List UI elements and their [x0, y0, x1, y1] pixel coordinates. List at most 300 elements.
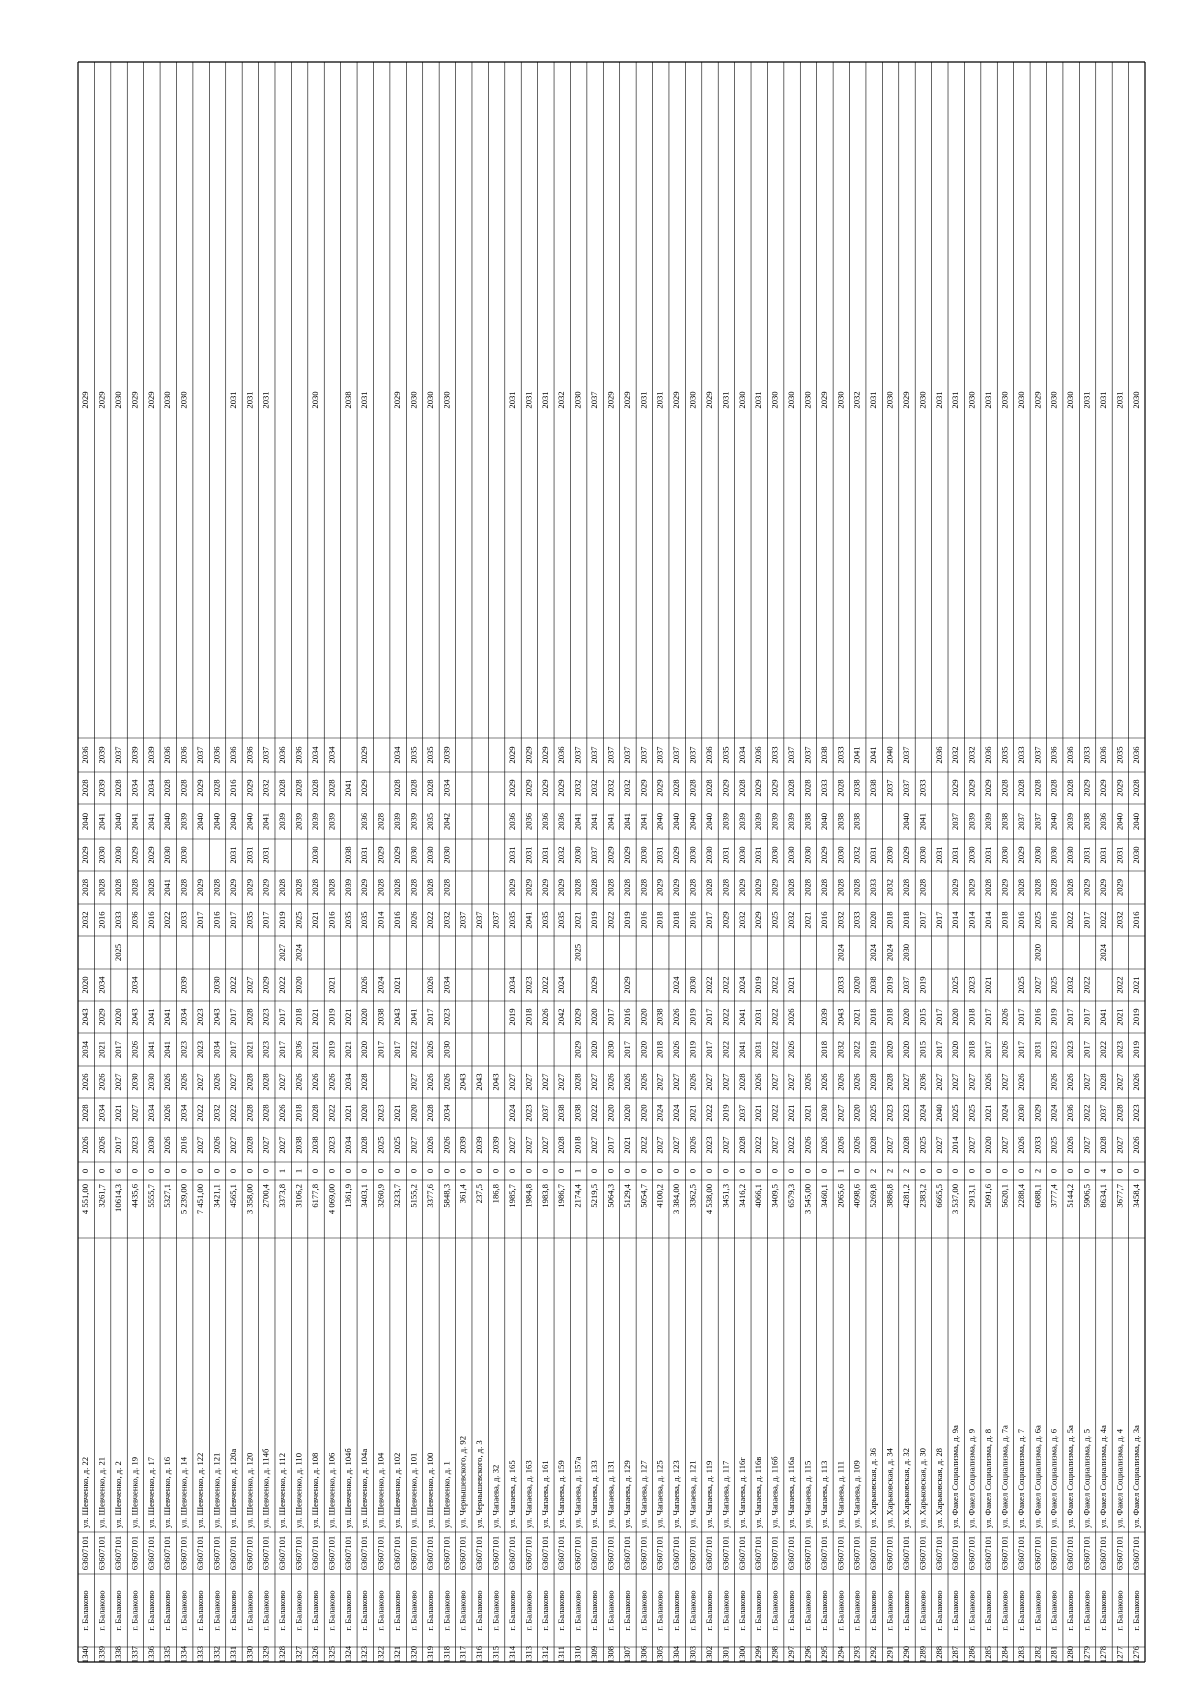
cell-value-count: 0 — [933, 1168, 944, 1174]
cell-row-number: 1330 — [244, 1645, 255, 1664]
cell-year-1: 2025 — [392, 1136, 403, 1154]
cell-year-12: 2028 — [703, 779, 714, 797]
cell-year-10: 2030 — [802, 846, 813, 864]
cell-year-13: 2036 — [933, 746, 944, 764]
cell-year-13: 2036 — [178, 746, 189, 764]
cell-area: 3460,1 — [818, 1184, 829, 1208]
cell-locality: г. Балаково — [1015, 1590, 1026, 1631]
cell-year-11: 2041 — [572, 812, 583, 831]
cell-address: ул. Харьковская, д. 30 — [917, 1448, 928, 1528]
cell-year-9: 2028 — [589, 878, 600, 897]
cell-year-3: 2026 — [835, 1073, 846, 1091]
cell-address: ул. Чапаева, д. 133 — [589, 1460, 600, 1528]
cell-year-12: 2038 — [868, 779, 879, 797]
cell-row-number: 1319 — [424, 1645, 435, 1664]
cell-year-5: 2017 — [1015, 1008, 1026, 1026]
cell-year-10: 2031 — [933, 846, 944, 864]
cell-row-number: 1320 — [408, 1645, 419, 1664]
cell-year-14: 2031 — [950, 391, 961, 409]
cell-locality: г. Балаково — [1097, 1590, 1108, 1631]
cell-year-8: 2018 — [900, 911, 911, 929]
cell-row-number: 1337 — [129, 1645, 140, 1664]
cell-year-1: 2023 — [129, 1136, 140, 1154]
cell-year-2: 2024 — [654, 1104, 665, 1122]
cell-year-4: 2017 — [375, 1040, 386, 1059]
cell-locality: г. Балаково — [424, 1590, 435, 1631]
cell-year-6: 2034 — [441, 976, 452, 994]
cell-address: ул. Чапаева, д. 116а — [786, 1456, 797, 1529]
cell-year-12: 2029 — [950, 779, 961, 797]
cell-year-5: 2018 — [523, 1008, 534, 1026]
cell-year-11: 2038 — [999, 812, 1010, 831]
cell-locality: г. Балаково — [900, 1590, 911, 1631]
cell-year-5: 2017 — [277, 1008, 288, 1026]
cell-year-4: 2021 — [342, 1040, 353, 1059]
cell-year-11: 2039 — [309, 812, 320, 831]
cell-row-number: 1338 — [113, 1645, 124, 1664]
cell-year-4: 2026 — [786, 1040, 797, 1059]
cell-year-11: 2039 — [753, 812, 764, 831]
cell-year-13: 2035 — [408, 746, 419, 764]
cell-year-14: 2031 — [638, 391, 649, 409]
cell-area: 2174,4 — [572, 1184, 583, 1208]
cell-value-count: 1 — [835, 1168, 846, 1174]
cell-year-9: 2033 — [868, 878, 879, 897]
cell-locality: г. Балаково — [490, 1590, 501, 1631]
cell-year-8: 2016 — [818, 911, 829, 929]
cell-locality: г. Балаково — [375, 1590, 386, 1631]
cell-year-3: 2026 — [80, 1073, 91, 1091]
cell-oktmo-code: 63607101 — [474, 1535, 485, 1571]
cell-oktmo-code: 63607101 — [720, 1535, 731, 1571]
cell-year-4: 2026 — [129, 1040, 140, 1059]
cell-year-13: 2036 — [556, 746, 567, 764]
cell-address: ул. Чапаева, д. 125 — [654, 1460, 665, 1529]
cell-locality: г. Балаково — [1065, 1590, 1076, 1631]
cell-year-5: 2019 — [506, 1008, 517, 1026]
cell-oktmo-code: 63607101 — [293, 1535, 304, 1571]
cell-area: 4435,6 — [129, 1183, 140, 1208]
cell-locality: г. Балаково — [539, 1590, 550, 1631]
cell-oktmo-code: 63607101 — [506, 1535, 517, 1571]
cell-year-5: 2022 — [720, 1008, 731, 1026]
cell-year-1: 2027 — [195, 1136, 206, 1154]
cell-year-14: 2030 — [687, 391, 698, 409]
cell-address: ул. Шевченко, д. 104б — [342, 1448, 353, 1528]
cell-row-number: 1314 — [506, 1645, 517, 1664]
cell-oktmo-code: 63607101 — [178, 1535, 189, 1571]
cell-year-8: 2029 — [720, 911, 731, 929]
cell-year-5: 2026 — [671, 1008, 682, 1026]
cell-area: 4 069,00 — [326, 1184, 337, 1215]
cell-year-10: 2029 — [818, 846, 829, 864]
cell-year-9: 2029 — [556, 878, 567, 897]
cell-year-5: 2023 — [441, 1008, 452, 1026]
cell-area: 5555,7 — [145, 1184, 156, 1208]
cell-oktmo-code: 63607101 — [523, 1535, 534, 1571]
cell-year-2: 2023 — [523, 1104, 534, 1122]
cell-year-2: 2020 — [621, 1104, 632, 1122]
cell-value-count: 0 — [227, 1168, 238, 1174]
cell-year-3: 2026 — [96, 1073, 107, 1091]
cell-value-count: 0 — [621, 1168, 632, 1174]
cell-year-12: 2028 — [424, 779, 435, 797]
cell-year-8: 2016 — [638, 911, 649, 929]
cell-area: 3403,1 — [359, 1184, 370, 1208]
cell-area: 5054,7 — [638, 1183, 649, 1208]
cell-value-count: 0 — [999, 1168, 1010, 1174]
cell-year-10: 2031 — [983, 846, 994, 864]
cell-year-1: 2038 — [309, 1136, 320, 1154]
cell-year-10: 2030 — [638, 846, 649, 864]
cell-year-10: 2031 — [506, 846, 517, 864]
cell-value-count: 0 — [474, 1168, 485, 1174]
cell-year-13: 2036 — [244, 746, 255, 764]
cell-address: ул. Чапаева, д. 116г — [736, 1457, 747, 1528]
cell-year-1: 2028 — [868, 1136, 879, 1154]
cell-locality: г. Балаково — [621, 1590, 632, 1631]
cell-year-14: 2031 — [359, 391, 370, 409]
cell-year-13: 2036 — [1048, 746, 1059, 764]
cell-year-10: 2029 — [129, 846, 140, 864]
cell-year-4: 2030 — [441, 1040, 452, 1059]
cell-year-6: 2024 — [736, 976, 747, 994]
cell-value-count: 0 — [441, 1168, 452, 1174]
cell-year-2: 2021 — [687, 1104, 698, 1122]
cell-year-13: 2034 — [392, 746, 403, 764]
cell-year-10: 2030 — [1032, 846, 1043, 864]
cell-year-3: 2027 — [720, 1073, 731, 1091]
cell-address: ул. Шевченко, д. 100 — [424, 1452, 435, 1528]
cell-year-8: 2018 — [884, 911, 895, 929]
cell-year-3: 2030 — [129, 1073, 140, 1091]
cell-year-6: 2022 — [227, 976, 238, 994]
cell-row-number: 1296 — [802, 1645, 813, 1664]
cell-year-3: 2027 — [966, 1073, 977, 1091]
cell-oktmo-code: 63607101 — [769, 1535, 780, 1571]
cell-area: 3106,2 — [293, 1184, 304, 1208]
cell-year-5: 2034 — [178, 1008, 189, 1026]
cell-year-4: 2023 — [195, 1040, 206, 1059]
cell-year-3: 2034 — [342, 1073, 353, 1091]
cell-year-8: 2018 — [671, 911, 682, 929]
cell-year-6: 2026 — [424, 976, 435, 994]
cell-row-number: 1334 — [178, 1645, 189, 1664]
cell-year-14: 2038 — [342, 391, 353, 409]
cell-year-1: 2028 — [900, 1136, 911, 1154]
cell-year-3: 2030 — [145, 1073, 156, 1091]
cell-year-12: 2037 — [900, 779, 911, 797]
cell-year-1: 2026 — [441, 1136, 452, 1154]
cell-year-2: 2022 — [227, 1104, 238, 1122]
cell-year-8: 2035 — [556, 911, 567, 929]
cell-year-10: 2038 — [342, 846, 353, 864]
cell-oktmo-code: 63607101 — [1081, 1535, 1092, 1571]
cell-year-14: 2031 — [654, 391, 665, 409]
cell-year-9: 2028 — [277, 878, 288, 897]
cell-year-12: 2029 — [1114, 779, 1125, 797]
cell-year-13: 2033 — [835, 746, 846, 764]
cell-year-8: 2016 — [687, 911, 698, 929]
cell-row-number: 1280 — [1065, 1645, 1076, 1664]
cell-year-14: 2031 — [753, 391, 764, 409]
cell-address: ул. Факел Социализма, д. 8 — [983, 1428, 994, 1528]
cell-year-5: 2041 — [1097, 1008, 1108, 1026]
cell-year-6: 2021 — [326, 976, 337, 994]
cell-year-11: 2036 — [556, 812, 567, 831]
cell-oktmo-code: 63607101 — [342, 1535, 353, 1571]
cell-year-1: 2026 — [835, 1136, 846, 1154]
cell-value-count: 0 — [162, 1168, 173, 1174]
cell-year-12: 2028 — [309, 779, 320, 797]
cell-value-count: 0 — [211, 1168, 222, 1174]
cell-year-11: 2041 — [638, 812, 649, 831]
cell-year-1: 2026 — [1065, 1136, 1076, 1154]
cell-year-6: 2030 — [211, 976, 222, 994]
cell-year-6: 2027 — [1032, 976, 1043, 994]
cell-year-11: 2036 — [359, 812, 370, 831]
cell-year-2: 2026 — [277, 1104, 288, 1122]
cell-year-7: 2020 — [1032, 943, 1043, 962]
cell-oktmo-code: 63607101 — [80, 1535, 91, 1571]
cell-address: ул. Факел Социализма, д. 6а — [1032, 1425, 1043, 1528]
cell-year-5: 2017 — [227, 1008, 238, 1026]
cell-year-1: 2027 — [884, 1136, 895, 1154]
cell-year-5: 2017 — [1081, 1008, 1092, 1026]
cell-area: 3777,4 — [1048, 1184, 1059, 1208]
cell-year-4: 2023 — [178, 1040, 189, 1059]
cell-year-8: 2018 — [654, 911, 665, 929]
cell-row-number: 1301 — [720, 1645, 731, 1664]
cell-year-11: 2041 — [129, 812, 140, 831]
cell-row-number: 1317 — [457, 1645, 468, 1664]
cell-year-9: 2028 — [638, 878, 649, 897]
cell-year-4: 2026 — [424, 1040, 435, 1059]
cell-year-5: 2020 — [113, 1008, 124, 1026]
cell-year-2: 2028 — [80, 1104, 91, 1122]
cell-year-2: 2024 — [506, 1104, 517, 1122]
cell-year-4: 2030 — [605, 1040, 616, 1059]
cell-year-11: 2040 — [654, 812, 665, 831]
cell-year-3: 2028 — [868, 1073, 879, 1091]
cell-year-14: 2030 — [178, 391, 189, 409]
cell-year-2: 2027 — [835, 1104, 846, 1122]
cell-year-3: 2027 — [654, 1073, 665, 1091]
cell-year-3: 2036 — [917, 1073, 928, 1091]
cell-year-1: 2022 — [786, 1136, 797, 1154]
cell-year-14: 2032 — [556, 391, 567, 409]
cell-year-3: 2026 — [621, 1073, 632, 1091]
cell-year-2: 2020 — [359, 1104, 370, 1122]
cell-oktmo-code: 63607101 — [1048, 1535, 1059, 1571]
cell-year-6: 2026 — [359, 976, 370, 994]
cell-year-8: 2016 — [1015, 911, 1026, 929]
cell-address: ул. Факел Социализма, д. 9 — [966, 1428, 977, 1529]
cell-year-12: 2016 — [227, 779, 238, 797]
cell-year-9: 2028 — [392, 878, 403, 897]
cell-year-14: 2031 — [260, 391, 271, 409]
cell-year-13: 2041 — [868, 746, 879, 764]
cell-locality: г. Балаково — [818, 1590, 829, 1631]
cell-area: 5269,8 — [868, 1184, 879, 1208]
cell-year-12: 2033 — [818, 779, 829, 797]
cell-year-1: 2026 — [211, 1136, 222, 1154]
cell-row-number: 1311 — [556, 1646, 567, 1663]
cell-year-6: 2022 — [769, 976, 780, 994]
cell-address: ул. Факел Социализма, д. 9а — [950, 1425, 961, 1528]
cell-value-count: 0 — [736, 1168, 747, 1174]
cell-year-2: 2028 — [424, 1104, 435, 1122]
cell-area: 8634,1 — [1097, 1183, 1108, 1208]
cell-address: ул. Факел Социализма, д. 4а — [1097, 1425, 1108, 1528]
cell-oktmo-code: 63607101 — [260, 1535, 271, 1571]
cell-year-9: 2028 — [835, 878, 846, 897]
cell-area: 5091,6 — [983, 1183, 994, 1208]
cell-year-14: 2031 — [227, 391, 238, 409]
cell-year-8: 2026 — [408, 911, 419, 929]
cell-year-8: 2017 — [917, 911, 928, 929]
cell-area: 3373,8 — [277, 1183, 288, 1208]
cell-year-13: 2037 — [786, 746, 797, 764]
cell-year-9: 2028 — [1032, 878, 1043, 897]
cell-row-number: 1302 — [703, 1645, 714, 1664]
cell-row-number: 1327 — [293, 1645, 304, 1664]
cell-year-1: 2027 — [1114, 1136, 1125, 1154]
cell-oktmo-code: 63607101 — [556, 1535, 567, 1571]
cell-year-14: 2030 — [999, 391, 1010, 409]
cell-locality: г. Балаково — [654, 1590, 665, 1631]
cell-year-3: 2026 — [424, 1073, 435, 1091]
cell-value-count: 0 — [523, 1168, 534, 1174]
cell-locality: г. Балаково — [211, 1590, 222, 1631]
cell-year-4: 2017 — [113, 1040, 124, 1059]
cell-address: ул. Чапаева, д. 116в — [753, 1456, 764, 1529]
cell-year-11: 2037 — [950, 812, 961, 831]
cell-year-9: 2029 — [195, 878, 206, 897]
cell-year-9: 2029 — [260, 878, 271, 897]
cell-year-13: 2037 — [687, 746, 698, 764]
cell-year-2: 2030 — [818, 1104, 829, 1122]
cell-locality: г. Балаково — [950, 1590, 961, 1631]
cell-oktmo-code: 63607101 — [1097, 1535, 1108, 1571]
cell-year-10: 2031 — [523, 846, 534, 864]
cell-value-count: 0 — [769, 1168, 780, 1174]
cell-year-6: 2019 — [917, 976, 928, 994]
cell-year-1: 2028 — [556, 1136, 567, 1154]
cell-address: ул. Факел Социализма, д. 5 — [1081, 1428, 1092, 1529]
cell-year-11: 2040 — [195, 812, 206, 831]
cell-year-14: 2030 — [1130, 391, 1141, 409]
cell-address: ул. Шевченко, д. 104а — [359, 1448, 370, 1529]
cell-year-14: 2029 — [900, 391, 911, 409]
cell-year-10: 2029 — [605, 846, 616, 864]
cell-year-3: 2026 — [753, 1073, 764, 1091]
cell-year-13: 2036 — [1130, 746, 1141, 764]
cell-year-13: 2036 — [227, 746, 238, 764]
cell-year-13: 2034 — [736, 746, 747, 764]
cell-year-4: 2017 — [933, 1040, 944, 1059]
cell-year-9: 2028 — [80, 878, 91, 897]
cell-address: ул. Шевченко, д. 112 — [277, 1452, 288, 1528]
cell-year-10: 2030 — [572, 846, 583, 864]
cell-year-13: 2037 — [671, 746, 682, 764]
cell-year-10: 2031 — [359, 846, 370, 864]
cell-year-5: 2017 — [424, 1008, 435, 1026]
cell-year-7: 2024 — [868, 943, 879, 962]
cell-year-4: 2018 — [966, 1040, 977, 1059]
cell-year-10: 2031 — [1081, 846, 1092, 864]
cell-year-2: 2018 — [293, 1104, 304, 1122]
cell-year-10: 2031 — [1114, 846, 1125, 864]
cell-year-1: 2038 — [293, 1136, 304, 1154]
cell-locality: г. Балаково — [523, 1590, 534, 1631]
cell-value-count: 2 — [884, 1168, 895, 1174]
cell-year-5: 2038 — [375, 1008, 386, 1026]
cell-year-4: 2018 — [654, 1040, 665, 1059]
cell-year-3: 2027 — [933, 1073, 944, 1091]
cell-area: 10614,3 — [113, 1184, 124, 1212]
cell-year-14: 2029 — [671, 391, 682, 409]
cell-area: 4 538,00 — [703, 1183, 714, 1215]
cell-year-5: 2021 — [1114, 1008, 1125, 1026]
cell-year-6: 2039 — [178, 976, 189, 994]
cell-oktmo-code: 63607101 — [818, 1535, 829, 1571]
cell-year-12: 2028 — [408, 779, 419, 797]
cell-year-5: 2023 — [260, 1008, 271, 1026]
cell-locality: г. Балаково — [96, 1590, 107, 1631]
cell-year-3: 2026 — [1065, 1073, 1076, 1091]
cell-year-5: 2017 — [703, 1008, 714, 1026]
cell-area: 3677,7 — [1114, 1184, 1125, 1208]
cell-year-11: 2036 — [506, 812, 517, 831]
cell-row-number: 1305 — [654, 1645, 665, 1664]
cell-year-2: 2021 — [753, 1104, 764, 1122]
cell-year-12: 2029 — [506, 779, 517, 797]
cell-year-2: 2037 — [539, 1104, 550, 1122]
cell-year-5: 2019 — [687, 1008, 698, 1026]
cell-year-2: 2037 — [1097, 1104, 1108, 1122]
cell-year-4: 2032 — [835, 1040, 846, 1059]
cell-area: 4098,6 — [851, 1183, 862, 1208]
cell-year-6: 2033 — [835, 976, 846, 994]
cell-year-12: 2029 — [720, 779, 731, 797]
cell-year-1: 2027 — [769, 1136, 780, 1154]
cell-address: ул. Харьковская, д. 28 — [933, 1448, 944, 1529]
cell-year-4: 2041 — [162, 1040, 173, 1059]
cell-year-9: 2028 — [1015, 878, 1026, 897]
cell-year-13: 2035 — [424, 746, 435, 764]
cell-year-6: 2021 — [392, 976, 403, 994]
cell-year-8: 2021 — [572, 911, 583, 929]
cell-oktmo-code: 63607101 — [539, 1535, 550, 1571]
cell-year-4: 2022 — [720, 1040, 731, 1059]
cell-year-10: 2030 — [835, 846, 846, 864]
cell-address: ул. Факел Социализма, д. 5а — [1065, 1425, 1076, 1528]
cell-value-count: 0 — [96, 1168, 107, 1174]
cell-year-2: 2020 — [638, 1104, 649, 1122]
cell-year-6: 2022 — [703, 976, 714, 994]
cell-year-1: 2026 — [1015, 1136, 1026, 1154]
cell-year-13: 2037 — [802, 746, 813, 764]
cell-value-count: 0 — [654, 1168, 665, 1174]
cell-value-count: 0 — [145, 1168, 156, 1174]
cell-year-1: 2039 — [474, 1136, 485, 1154]
cell-year-5: 2017 — [605, 1008, 616, 1026]
cell-year-5: 2041 — [736, 1008, 747, 1026]
cell-year-8: 2037 — [457, 911, 468, 929]
cell-year-8: 2017 — [227, 911, 238, 929]
cell-year-3: 2027 — [703, 1073, 714, 1091]
